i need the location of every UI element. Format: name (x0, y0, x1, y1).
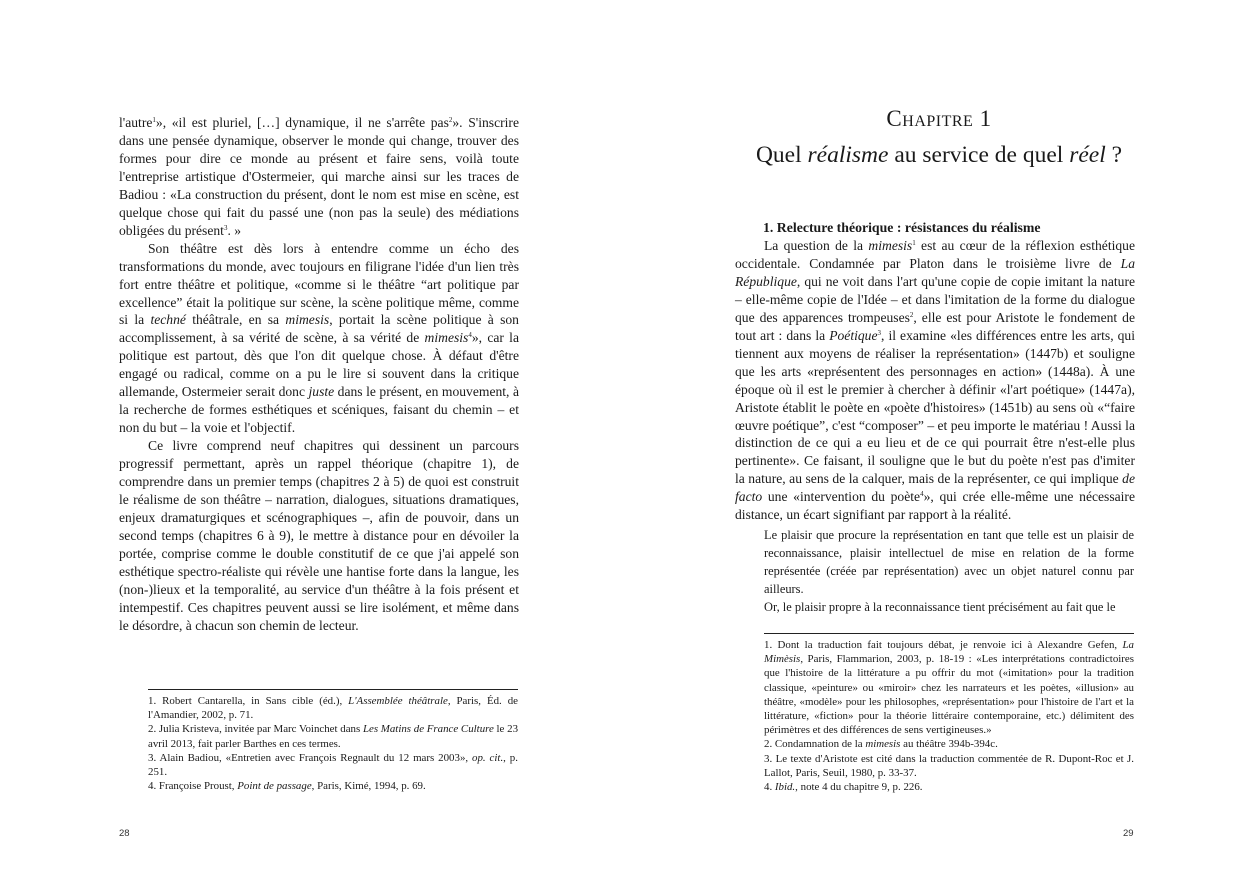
italic-text: réel (1069, 142, 1106, 168)
footnote-ref: 3 (223, 223, 228, 232)
footnote-rule (764, 633, 1134, 634)
footnote-ref: 1 (152, 116, 156, 124)
footnote-ref: 1 (912, 239, 916, 247)
italic-text: Ibid. (774, 781, 796, 794)
italic-text: mimesis (865, 738, 901, 751)
body-paragraph: Son théâtre est dès lors à entendre comme un écho des transformations du monde, avec toujours en filigrane l'idée d'un lien très fort entre théâtre et politique, «comme si le théâtre “art politique par excellence” était la politique sur scène, la scène politique même, comme si la techné théâtrale, en sa mimesis, portait la scène politique à son accomplissement, à sa vérité de scène, à sa vérité de mimesis$^4$», car la politique est partout, dès que l'on dit quelque chose. À défaut d'être engagé ou radical, comme on a pu le lire si souvent dans la critique allemande, Ostermeier serait donc juste dans le présent, en mouvement, à la recherche de formes esthétiques et scéniques, faisant du chemin – et non du but – la voie et l'objectif. (119, 240, 519, 436)
footnote-ref: 2 (909, 310, 914, 319)
chapter-label: Chapitre 1 (886, 106, 992, 131)
footnote-ref: 2 (448, 116, 453, 124)
footnote: 4. Françoise Proust, Point de passage, Paris, Kimé, 1994, p. 69. (148, 780, 426, 793)
italic-text: Les Matins de France Culture (362, 723, 494, 736)
italic-text: L'Assemblée théâtrale (348, 695, 448, 707)
footnote: 1. Dont la traduction fait toujours débat, je renvoie ici à Alexandre Gefen, La Mimèsis, Paris, Flammarion, 2003, p. 18-19 : «Les interprétations contradictoires que l'histoire de la littérature a pu offrir du mot («imitation» pour la tradition classique, «peinture» ou «miroir» chez les narrateurs et les poètes, «illusion» au théâtre, «modèle» pour les philosophes, «représentation» pour l'histoire de l'art et la littérature, «fiction» pour la théorie littéraire contemporaine, etc.) délimitent des périmètres et des différences de sens vertigineuses.» (764, 639, 1134, 737)
italic-text: mimesis (424, 330, 469, 346)
chapter-title: Quel réalisme au service de quel réel ? (755, 142, 1123, 168)
italic-text: La République (735, 255, 1135, 289)
footnote: 2. Condamnation de la mimesis au théâtre 394b-394c. (764, 738, 998, 751)
body-paragraph: La question de la mimesis$^1$ est au cœur de la réflexion esthétique occidentale. Condamnée par Platon dans le troisième livre de La République, qui ne voit dans l'art qu'une copie de copie imitant la nature – elle-même copie de l'Idée – et dans l'imitation de la forme du dialogue que des apparences trompeuses$^2$, elle est pour Aristote le fondement de tout art : dans la Poétique$^3$, il examine «les différences entre les arts, qui tiennent aux moyens de réaliser la représentation» (1447b) et souligne que les arts «représentent des personnages en action» (1448a). À une époque où il est le premier à chercher à définir «l'art poétique» (1447a), Aristote établit le poète en «poète d'histoires» (1451b) au sens où «“faire œuvre poétique”, c'est “composer” – et peu importe le matériau ! Aussi la distinction de ce qui a eu lieu et de ce qui pourrait être n'est-elle plus pertinente». Ce faisant, il souligne que le but du poète n'est pas d'imiter la nature, au sens de la calquer, mais de la représenter, ce qui implique de facto une «intervention du poète$^4$», qui crée elle-même une nécessaire distance, un écart signifiant par rapport à la réalité. (735, 238, 1136, 523)
italic-text: op. cit. (472, 751, 504, 764)
right-footnotes (764, 633, 1134, 794)
footnote-ref: 3 (877, 328, 882, 337)
footnote: 2. Julia Kristeva, invitée par Marc Voinchet dans Les Matins de France Culture le 23 avril 2013, fait parler Barthes en ces termes. (148, 723, 519, 750)
page-number: 28 (119, 828, 130, 839)
left-body-text (119, 114, 519, 635)
italic-text: juste (308, 384, 335, 400)
italic-text: mimesis (285, 312, 330, 328)
body-paragraph: l'autre$^1$», «il est pluriel, […] dynamique, il ne s'arrête pas$^2$». S'inscrire dans une pensée dynamique, observer le monde qui change, trouver des formes pour dire ce monde au présent et faire sens, voilà toute l'entreprise artistique d'Ostermeier, qui marche ainsi sur les traces de Badiou : «La construction du présent, dont le nom est mise en scène, est quelque chose qui fait du passé une (non pas la seule) des médiations obligées du présent$^3$. » (119, 115, 519, 238)
quote-line: Or, le plaisir propre à la reconnaissance tient précisément au fait que le (764, 600, 1116, 615)
footnote: 3. Alain Badiou, «Entretien avec François Regnault du 12 mars 2003», op. cit., p. 251. (148, 751, 518, 779)
footnote: 1. Robert Cantarella, in Sans cible (éd.), L'Assemblée théâtrale, Paris, Éd. de l'Amandier, 2002, p. 71. (148, 695, 519, 722)
right-page (626, 0, 1252, 890)
footnote-ref: 4 (468, 331, 472, 340)
right-body-text (735, 219, 1135, 524)
italic-text: Point de passage (237, 780, 312, 793)
quote-line: Le plaisir que procure la représentation en tant que telle est un plaisir de reconnaissance, plaisir intellectuel de mise en relation de la forme représentée (créée par représentation) avec un objet naturel connu par ailleurs. (764, 528, 1134, 597)
italic-text: réalisme (807, 142, 889, 168)
italic-text: techné (150, 312, 186, 328)
footnote-rule (148, 689, 518, 690)
footnote: 3. Le texte d'Aristote est cité dans la traduction commentée de R. Dupont-Roc et J. Lallot, Paris, Seuil, 1980, p. 33-37. (764, 752, 1134, 779)
italic-text: de facto (735, 471, 1135, 505)
footnote: 4. Ibid., note 4 du chapitre 9, p. 226. (764, 781, 923, 794)
footnote-ref: 4 (920, 490, 924, 499)
body-paragraph: Ce livre comprend neuf chapitres qui dessinent un parcours progressif permettant, après un rappel théorique (chapitre 1), de comprendre dans un premier temps (chapitres 2 à 5) de quoi est construit le réalisme de son théâtre – narration, dialogues, situations dramatiques, enjeux dramaturgiques et scénographiques –, afin de pouvoir, dans un second temps (chapitres 6 à 9), le mettre à distance pour en dévoiler la portée, comprise comme le double constitutif de ce que j'ai appelé son esthétique spectro-réaliste qui révèle une hantise forte dans la langue, les (non-)lieux et la temporalité, au service d'un théâtre à la fois présent et intempestif. Ces chapitres peuvent aussi se lire isolément, et même dans le désordre, à chacun son chemin de lecteur. (119, 438, 519, 633)
italic-text: mimesis (868, 238, 913, 253)
block-quote (764, 526, 1134, 616)
italic-text: La Mimèsis (764, 639, 1134, 666)
italic-text: Poétique (829, 327, 878, 343)
page-number: 29 (1123, 828, 1134, 839)
section-heading: 1. Relecture théorique : résistances du réalisme (763, 220, 1041, 235)
left-footnotes (148, 689, 518, 793)
